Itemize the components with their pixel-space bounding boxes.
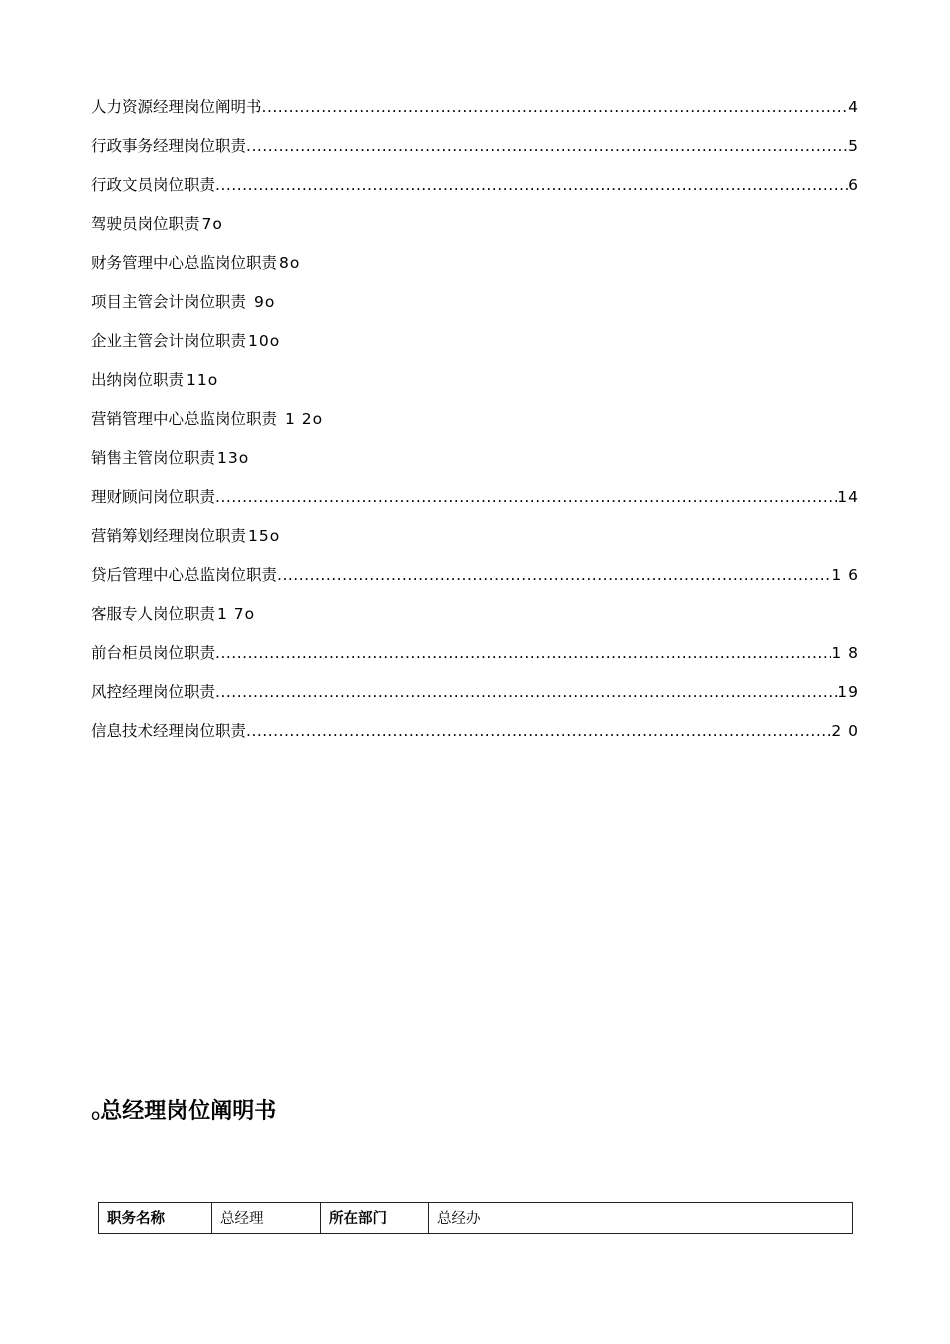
toc-entry-label: 信息技术经理岗位职责	[91, 722, 247, 740]
department-label: 所在部门	[321, 1203, 429, 1234]
toc-entry-mark: o	[289, 254, 300, 272]
toc-page-number: 2 0	[831, 722, 859, 740]
job-title-label: 职务名称	[99, 1203, 212, 1234]
toc-entry-label: 风控经理岗位职责	[91, 683, 216, 701]
toc-entry[interactable]	[91, 174, 859, 213]
toc-entry[interactable]	[91, 135, 859, 174]
toc-page-number: 14	[837, 488, 859, 506]
toc-page-number: 6	[848, 176, 859, 194]
job-title-value: 总经理	[212, 1203, 321, 1234]
toc-entry[interactable]	[91, 603, 859, 642]
toc-entry-mark: o	[269, 527, 280, 545]
toc-page-number: 4	[848, 98, 859, 116]
toc-dot-leader	[262, 96, 849, 118]
toc-dot-leader	[246, 135, 848, 157]
toc-entry-label: 出纳岗位职责	[91, 371, 185, 389]
toc-page-number: 19	[837, 683, 859, 701]
toc-page-number: 15	[248, 527, 270, 545]
section-title: 总经理岗位阐明书	[100, 1099, 277, 1124]
toc-page-number: 10	[248, 332, 270, 350]
toc-entry[interactable]	[91, 681, 859, 720]
department-value: 总经办	[429, 1203, 853, 1234]
toc-page-number: 7	[201, 215, 213, 233]
toc-entry[interactable]	[91, 447, 859, 486]
toc-entry-label: 项目主管会计岗位职责	[91, 293, 247, 311]
toc-entry-label: 人力资源经理岗位阐明书	[91, 98, 262, 116]
toc-entry-label: 财务管理中心总监岗位职责	[91, 254, 278, 272]
toc-entry-label: 营销筹划经理岗位职责	[91, 527, 247, 545]
toc-entry-mark: o	[269, 332, 280, 350]
toc-dot-leader	[277, 564, 831, 586]
toc-entry-mark: o	[244, 605, 255, 623]
toc-entry-label: 行政文员岗位职责	[91, 176, 216, 194]
section-heading	[91, 1096, 276, 1131]
toc-page-number: 5	[848, 137, 859, 155]
toc-dot-leader	[215, 642, 831, 664]
job-info-table	[98, 1202, 853, 1234]
toc-page-number: 1 7	[217, 605, 245, 623]
toc-page-number: 9	[248, 293, 265, 311]
toc-entry[interactable]	[91, 291, 859, 330]
toc-page-number: 8	[279, 254, 290, 272]
toc-entry-mark: o	[264, 293, 275, 311]
toc-dot-leader	[215, 174, 848, 196]
toc-entry-mark: o	[212, 215, 222, 233]
toc-page-number: 1 8	[831, 644, 859, 662]
toc-entry[interactable]	[91, 96, 859, 135]
toc-entry[interactable]	[91, 720, 859, 759]
toc-page-number: 11	[186, 371, 208, 389]
toc-page-number: 13	[217, 449, 239, 467]
toc-page-number: 1 6	[831, 566, 859, 584]
toc-entry-mark: o	[207, 371, 218, 389]
toc-entry-label: 驾驶员岗位职责	[91, 215, 200, 233]
table-row	[99, 1203, 853, 1234]
toc-entry-label: 贷后管理中心总监岗位职责	[91, 566, 278, 584]
toc-entry-label: 销售主管岗位职责	[91, 449, 216, 467]
toc-entry[interactable]	[91, 252, 859, 291]
toc-entry-label: 理财顾问岗位职责	[91, 488, 216, 506]
toc-entry-mark: o	[312, 410, 323, 428]
heading-mark: o	[91, 1106, 101, 1124]
toc-entry[interactable]	[91, 642, 859, 681]
toc-entry-label: 营销管理中心总监岗位职责	[91, 410, 278, 428]
toc-entry[interactable]	[91, 369, 859, 408]
toc-entry[interactable]	[91, 213, 859, 252]
toc-entry[interactable]	[91, 564, 859, 603]
toc-page-number: 1 2	[279, 410, 313, 428]
toc-entry[interactable]	[91, 525, 859, 564]
toc-entry-label: 行政事务经理岗位职责	[91, 137, 247, 155]
toc-entry-mark: o	[238, 449, 249, 467]
toc-dot-leader	[246, 720, 831, 742]
toc-entry[interactable]	[91, 330, 859, 369]
toc-entry-label: 客服专人岗位职责	[91, 605, 216, 623]
toc-entry[interactable]	[91, 408, 859, 447]
toc-dot-leader	[215, 681, 837, 703]
toc-entry-label: 前台柜员岗位职责	[91, 644, 216, 662]
toc-dot-leader	[215, 486, 837, 508]
table-of-contents	[91, 96, 859, 759]
toc-entry[interactable]	[91, 486, 859, 525]
toc-entry-label: 企业主管会计岗位职责	[91, 332, 247, 350]
